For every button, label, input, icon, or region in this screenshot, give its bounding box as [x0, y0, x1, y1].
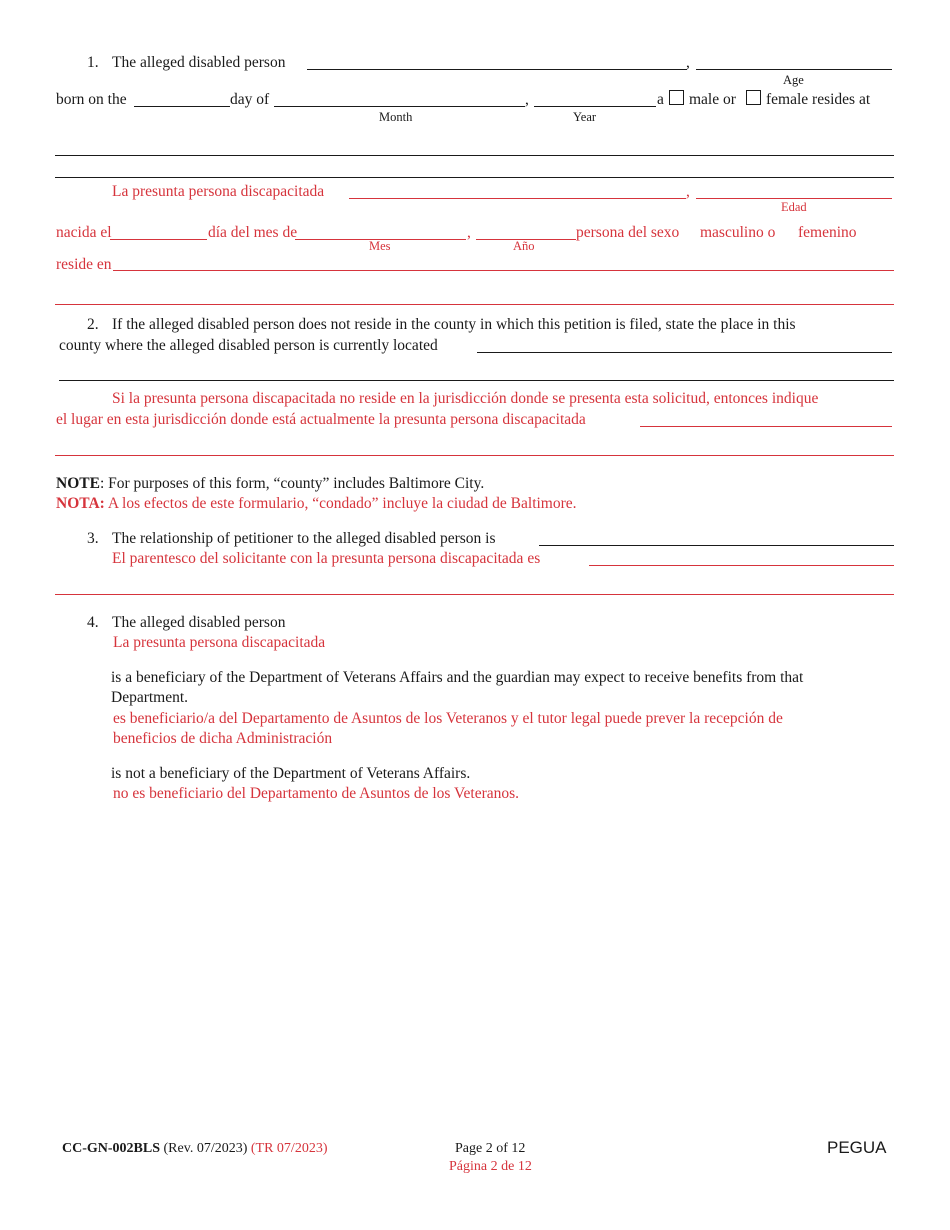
born-on-label-es: nacida el [56, 224, 112, 241]
va-beneficiary-option-text-es-2: beneficios de dicha Administración [113, 730, 333, 747]
note-es [56, 496, 577, 512]
item1-label-es: La presunta persona discapacitada [112, 183, 325, 200]
female-label: female resides at [766, 91, 871, 108]
sex-label-es: persona del sexo [576, 224, 680, 241]
comma: , [686, 183, 690, 200]
address-line-2[interactable] [55, 177, 894, 178]
va-beneficiary-option-text-1: is a beneficiary of the Department of Veterans Affairs and the guardian may expect to receive benefits from that [111, 669, 804, 686]
note [56, 476, 484, 492]
day-of-label: day of [230, 91, 270, 108]
item3-text-es: El parentesco del solicitante con la presunta persona discapacitada es [112, 550, 541, 567]
form-number: CC-GN-002BLS [62, 1141, 161, 1156]
not-va-beneficiary-option-text-es: no es beneficiario del Departamento de Asuntos de los Veteranos. [113, 785, 520, 802]
address-line-es-1[interactable] [113, 270, 894, 271]
page-number: Page 2 of 12 [455, 1141, 526, 1156]
form-id [62, 1142, 327, 1156]
note-label: NOTE [56, 475, 100, 492]
month-caption: Month [379, 110, 413, 124]
item3-text: The relationship of petitioner to the alleged disabled person is [112, 530, 496, 547]
relationship-field[interactable] [539, 545, 894, 546]
female-label-es: femenino [798, 224, 857, 241]
item1-label: The alleged disabled person [112, 54, 286, 71]
age-caption: Age [783, 73, 804, 87]
born-on-label: born on the [56, 91, 127, 108]
name-field[interactable] [307, 69, 687, 70]
item2-text-1: If the alleged disabled person does not reside in the county in which this petition is filed, state the place in this [112, 316, 796, 333]
birth-day-field-es[interactable] [110, 239, 207, 240]
form-revision: (Rev. 07/2023) [160, 1141, 248, 1156]
month-caption-es: Mes [369, 239, 391, 253]
age-field-es[interactable] [696, 198, 892, 199]
item2-text-es-2: el lugar en esta jurisdicción donde está actualmente la presunta persona discapacitada [56, 411, 586, 428]
comma: , [686, 54, 690, 71]
male-label-es: masculino o [700, 224, 776, 241]
age-caption-es: Edad [781, 200, 807, 214]
relationship-field-es[interactable] [589, 565, 894, 566]
day-of-label-es: día del mes de [208, 224, 298, 241]
current-location-line-2[interactable] [59, 380, 894, 381]
name-field-es[interactable] [349, 198, 686, 199]
male-label: male or [689, 91, 736, 108]
language-code: PEGUA [827, 1138, 887, 1157]
address-line-es-2[interactable] [55, 304, 894, 305]
form-translation-revision: (TR 07/2023) [247, 1141, 328, 1156]
male-checkbox[interactable] [669, 90, 684, 105]
female-checkbox[interactable] [746, 90, 761, 105]
comma: , [525, 91, 529, 108]
birth-month-field[interactable] [274, 106, 525, 107]
item2-text-2: county where the alleged disabled person is currently located [59, 337, 438, 354]
birth-day-field[interactable] [134, 106, 230, 107]
a-label: a [657, 91, 664, 108]
item4-number: 4. [87, 614, 99, 631]
current-location-line-es-2[interactable] [55, 455, 894, 456]
item2-number: 2. [87, 316, 99, 333]
comma: , [467, 224, 471, 241]
note-label-es: NOTA: [56, 495, 105, 512]
note-text-es: A los efectos de este formulario, “condado” incluye la ciudad de Baltimore. [104, 495, 577, 512]
age-field[interactable] [696, 69, 892, 70]
va-beneficiary-option-text-2: Department. [111, 689, 189, 706]
item2-text-es-1: Si la presunta persona discapacitada no reside en la jurisdicción donde se presenta esta solicitud, entonces indique [112, 390, 819, 407]
resides-label-es: reside en [56, 256, 112, 273]
relationship-line-es-2[interactable] [55, 594, 894, 595]
note-text: : For purposes of this form, “county” includes Baltimore City. [99, 475, 485, 492]
item1-number: 1. [87, 54, 99, 71]
year-caption-es: Año [513, 239, 535, 253]
year-caption: Year [573, 110, 597, 124]
item4-label-es: La presunta persona discapacitada [113, 634, 326, 651]
page-number-es: Página 2 de 12 [449, 1159, 532, 1174]
item4-label: The alleged disabled person [112, 614, 286, 631]
current-location-field-es[interactable] [640, 426, 892, 427]
item3-number: 3. [87, 530, 99, 547]
address-line-1[interactable] [55, 155, 894, 156]
not-va-beneficiary-option-text: is not a beneficiary of the Department of Veterans Affairs. [111, 765, 471, 782]
birth-year-field[interactable] [534, 106, 656, 107]
va-beneficiary-option-text-es-1: es beneficiario/a del Departamento de Asuntos de los Veteranos y el tutor legal puede prever la recepción de [113, 710, 783, 727]
current-location-field[interactable] [477, 352, 892, 353]
